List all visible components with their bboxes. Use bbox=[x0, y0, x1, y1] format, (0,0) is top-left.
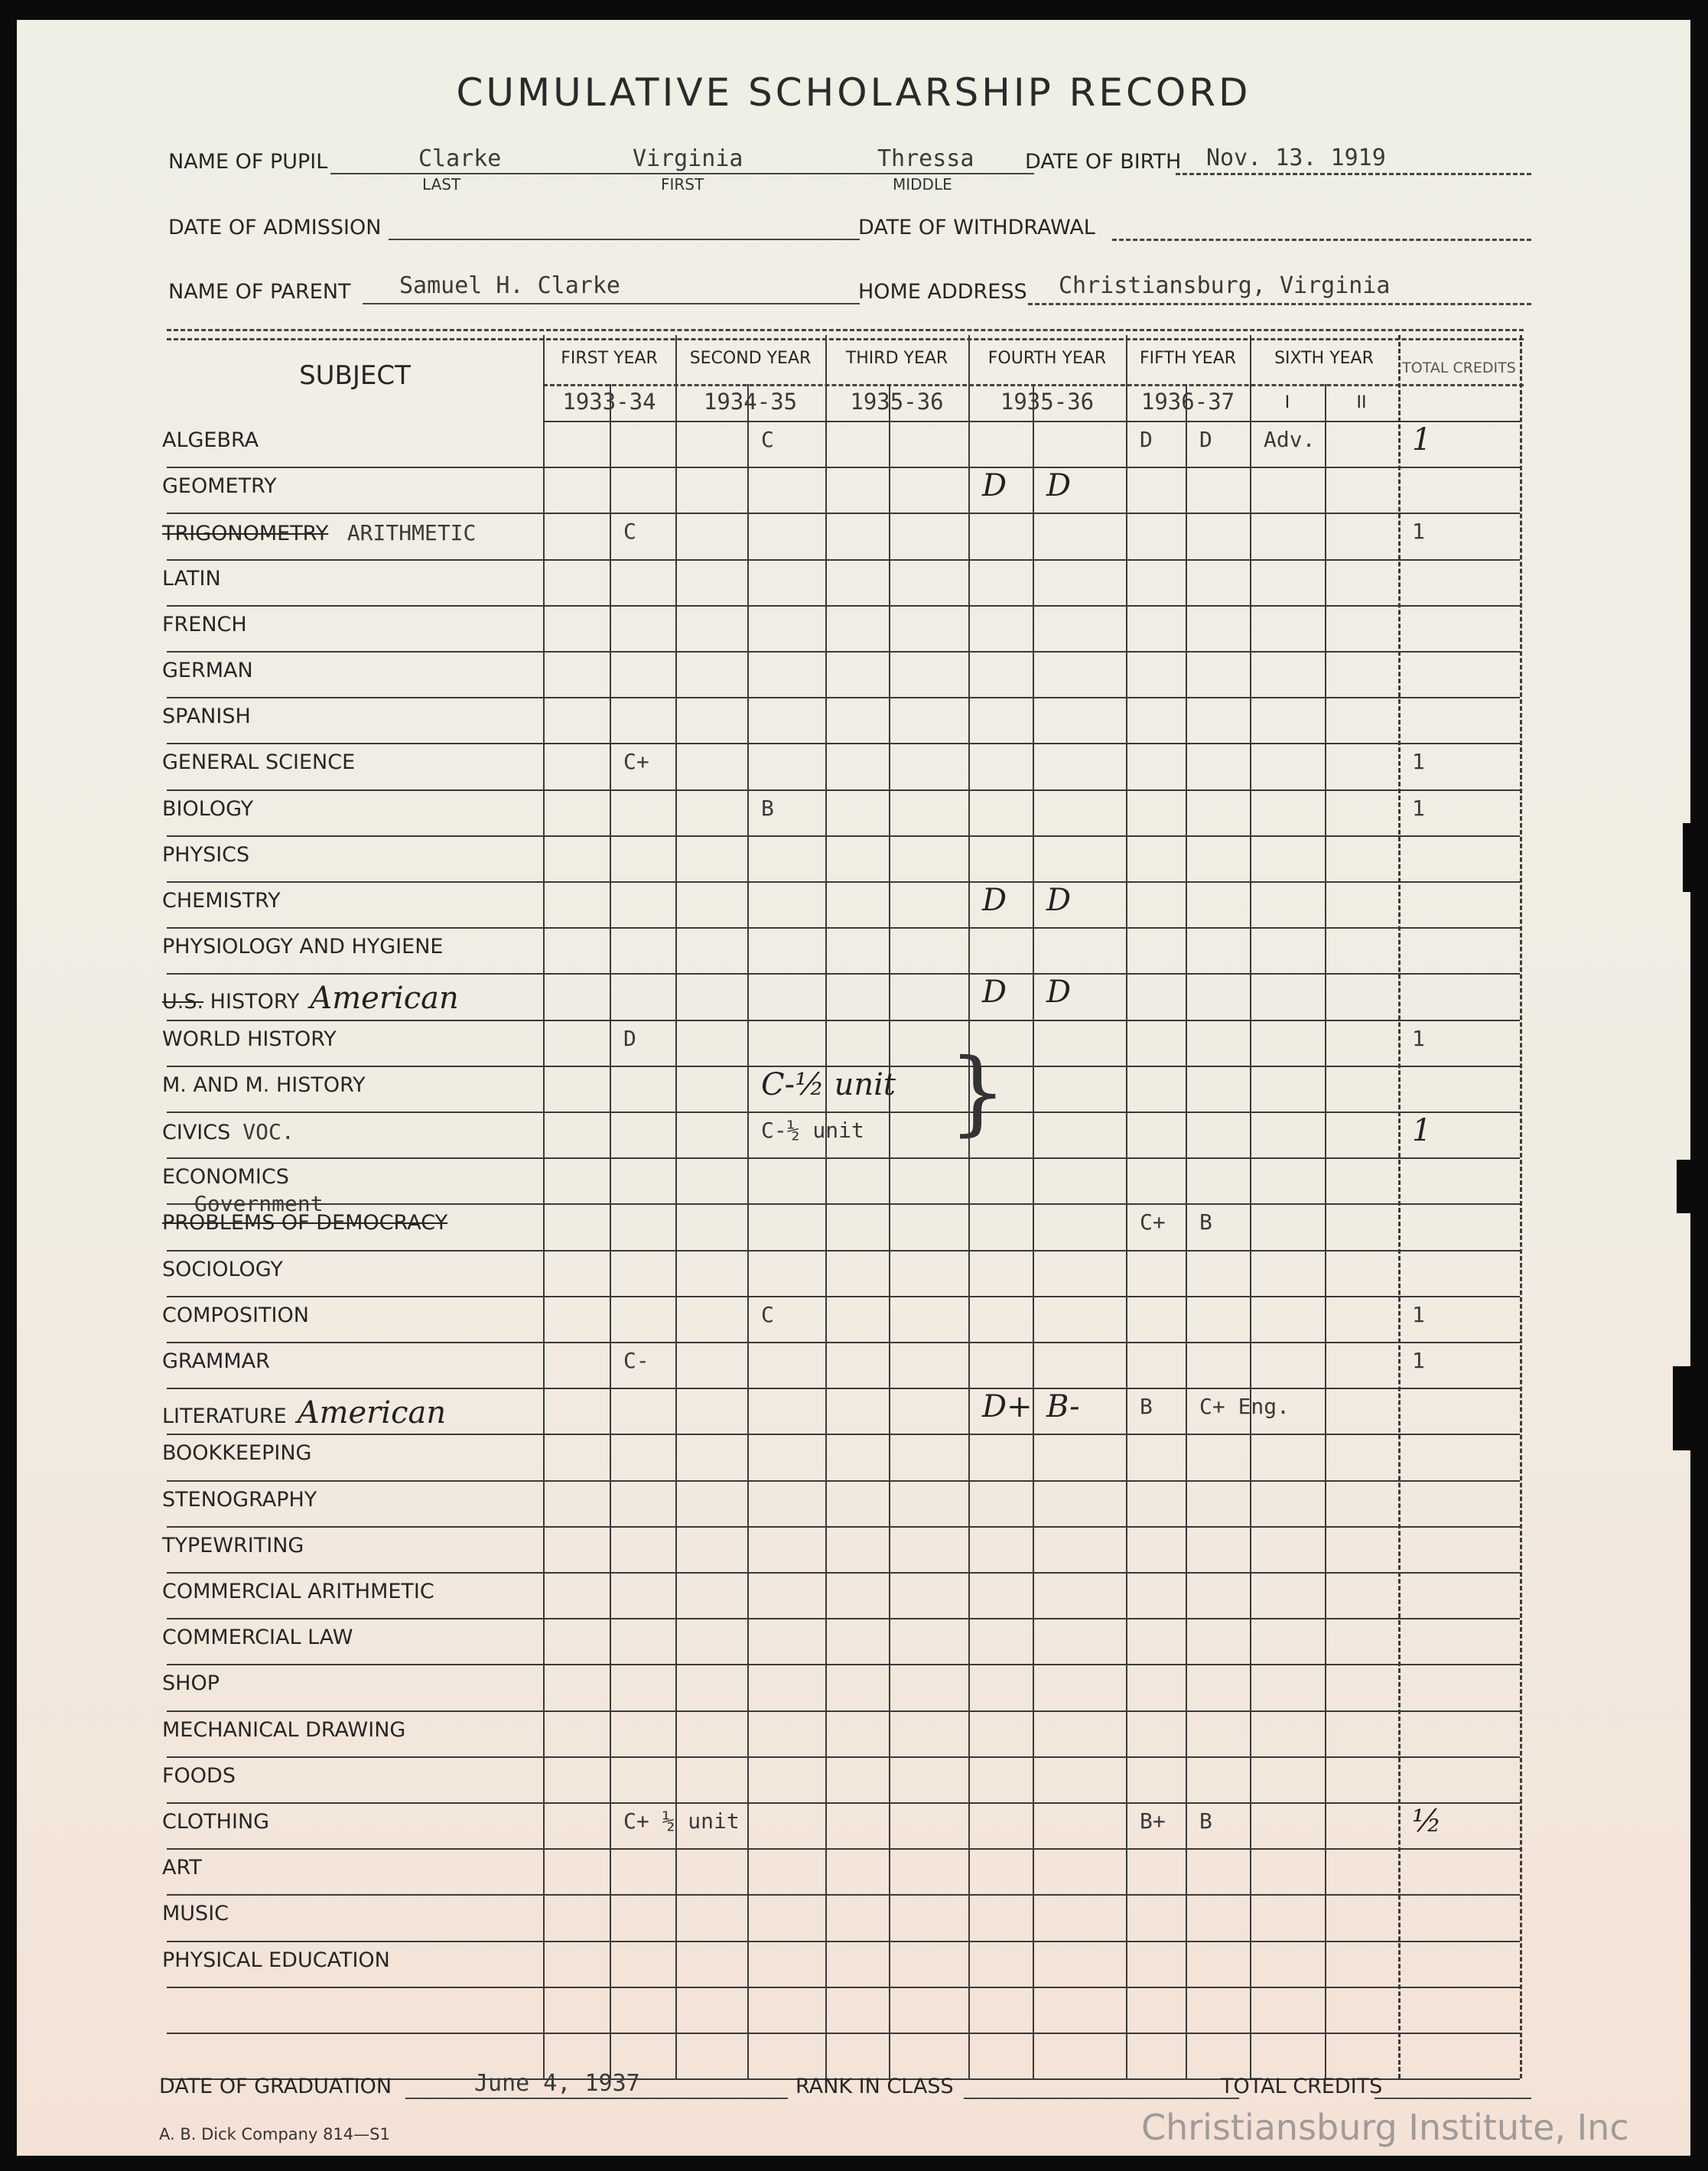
home-address-value: Christiansburg, Virginia bbox=[1059, 272, 1391, 299]
subject-name: WORLD HISTORY bbox=[162, 1027, 337, 1051]
subject-row-label bbox=[162, 1764, 236, 1788]
subject-row-label bbox=[162, 1349, 270, 1373]
grade-entry: 1 bbox=[1412, 422, 1432, 457]
subject-row-label bbox=[162, 1258, 283, 1281]
grade-entry: B bbox=[1199, 1808, 1212, 1834]
grid-column-line bbox=[1520, 335, 1522, 2078]
subject-name: BOOKKEEPING bbox=[162, 1441, 312, 1465]
year-header-5: FIFTH YEAR bbox=[1139, 349, 1237, 368]
grid-row-line bbox=[167, 697, 1520, 698]
grid-row-line bbox=[167, 1987, 1520, 1988]
subject-column-header: SUBJECT bbox=[299, 360, 411, 391]
subject-name: M. AND M. HISTORY bbox=[162, 1073, 366, 1097]
grade-entry: D bbox=[982, 883, 1007, 918]
grade-entry: B- bbox=[1046, 1389, 1080, 1424]
subject-row-label bbox=[162, 1395, 446, 1431]
subject-name: PHYSIOLOGY AND HYGIENE bbox=[162, 935, 444, 959]
date-of-birth-line bbox=[1176, 173, 1531, 175]
grade-entry: 1 bbox=[1412, 796, 1425, 821]
grade-entry: C-½ unit bbox=[761, 1118, 864, 1143]
grade-entry: B bbox=[761, 796, 774, 821]
subject-name: GRAMMAR bbox=[162, 1349, 270, 1373]
subject-row-label bbox=[162, 1948, 390, 1972]
grade-entry: C bbox=[761, 1302, 774, 1327]
grid-row-line bbox=[167, 651, 1520, 653]
grade-entry: B bbox=[1140, 1394, 1153, 1419]
grade-entry: D bbox=[1140, 427, 1153, 452]
subject-name: FOODS bbox=[162, 1764, 236, 1788]
subject-row-label bbox=[162, 1073, 366, 1097]
grid-row-line bbox=[167, 1756, 1520, 1758]
subject-typed-addition: Government bbox=[194, 1191, 324, 1216]
grade-entry: C+ bbox=[1140, 1209, 1166, 1235]
date-of-admission-line bbox=[389, 239, 860, 240]
grade-entry: C bbox=[623, 519, 636, 544]
grade-entry: 1 bbox=[1412, 749, 1425, 774]
date-of-withdrawal-label: DATE OF WITHDRAWAL bbox=[858, 216, 1095, 239]
grid-row-line bbox=[167, 1388, 1520, 1389]
year-value-1: 1933-34 bbox=[562, 389, 656, 415]
subject-row-label bbox=[162, 1165, 289, 1189]
subject-name: MECHANICAL DRAWING bbox=[162, 1718, 406, 1742]
subject-name: COMPOSITION bbox=[162, 1304, 309, 1327]
grade-entry: D bbox=[982, 468, 1007, 503]
grade-entry: C bbox=[761, 427, 774, 452]
subject-row-label bbox=[162, 889, 281, 913]
name-of-parent-label: NAME OF PARENT bbox=[168, 280, 351, 304]
watermark-text: Christiansburg Institute, Inc bbox=[1141, 2107, 1629, 2148]
grade-entry: 1 bbox=[1412, 1113, 1432, 1148]
name-of-parent-line bbox=[363, 303, 860, 304]
subject-name: ALGEBRA bbox=[162, 428, 259, 452]
grid-row-line bbox=[167, 1157, 1520, 1159]
grid-row-line bbox=[167, 1572, 1520, 1574]
grade-entry: C+ bbox=[623, 749, 649, 774]
printer-imprint: A. B. Dick Company 814—S1 bbox=[159, 2125, 390, 2143]
rank-in-class-line bbox=[964, 2098, 1239, 2099]
subject-row-label bbox=[162, 474, 277, 498]
date-of-graduation-label: DATE OF GRADUATION bbox=[159, 2075, 392, 2098]
grid-column-line bbox=[1250, 335, 1251, 2078]
subject-row-label bbox=[162, 981, 459, 1016]
grid-row-line bbox=[167, 1296, 1520, 1297]
grid-top-border bbox=[167, 329, 1524, 331]
grade-entry: D bbox=[623, 1026, 636, 1051]
grade-entry: 1 bbox=[1412, 1302, 1425, 1327]
grid-row-line bbox=[167, 835, 1520, 837]
subject-name: ART bbox=[162, 1856, 202, 1880]
subject-typed-addition: VOC. bbox=[242, 1119, 294, 1144]
brace-mark: } bbox=[948, 1040, 1007, 1146]
subject-name: GERMAN bbox=[162, 659, 253, 682]
subject-name: GENERAL SCIENCE bbox=[162, 750, 356, 774]
paper-tear bbox=[1673, 1366, 1690, 1450]
subject-row-label bbox=[162, 659, 253, 682]
grade-entry: 1 bbox=[1412, 1026, 1425, 1051]
year-header-4: FOURTH YEAR bbox=[987, 349, 1107, 368]
home-address-line bbox=[1028, 303, 1531, 305]
grid-column-line bbox=[747, 384, 749, 2078]
subject-handwritten-addition: American bbox=[297, 1395, 447, 1431]
total-credits-column-header: TOTAL CREDITS bbox=[1402, 360, 1516, 376]
grid-row-line bbox=[167, 1618, 1520, 1619]
subject-row-label bbox=[162, 935, 443, 959]
paper-tear bbox=[1677, 1160, 1690, 1213]
grade-entry: Adv. bbox=[1264, 427, 1316, 452]
grid-row-line bbox=[167, 743, 1520, 744]
date-of-birth-value: Nov. 13. 1919 bbox=[1206, 145, 1386, 171]
subject-name: PHYSICAL EDUCATION bbox=[162, 1948, 390, 1972]
subject-name: STENOGRAPHY bbox=[162, 1488, 317, 1512]
grid-row-line bbox=[167, 789, 1520, 791]
subject-name: MUSIC bbox=[162, 1902, 229, 1925]
subject-row-label bbox=[162, 428, 259, 452]
grid-row-line bbox=[167, 1848, 1520, 1850]
subject-row-label bbox=[162, 797, 253, 821]
subject-name: COMMERCIAL LAW bbox=[162, 1626, 353, 1649]
grid-row-line bbox=[167, 1203, 1520, 1205]
total-credits-label: TOTAL CREDITS bbox=[1221, 2075, 1383, 2098]
grid-column-line bbox=[1126, 335, 1127, 2078]
sixth-year-sub-1: I bbox=[1284, 393, 1290, 412]
grid-row-line bbox=[167, 1480, 1520, 1482]
subject-row-label bbox=[162, 1488, 317, 1512]
grid-row-line bbox=[167, 927, 1520, 929]
header-bottom-line bbox=[543, 421, 1520, 422]
subject-name: FRENCH bbox=[162, 613, 247, 636]
grid-row-line bbox=[167, 1802, 1520, 1804]
grid-column-line bbox=[1186, 384, 1187, 2078]
pupil-middle-name: Thressa bbox=[877, 145, 974, 172]
grid-row-line bbox=[167, 1894, 1520, 1896]
subject-row-label bbox=[162, 567, 221, 591]
grade-entry: D bbox=[1199, 427, 1212, 452]
subject-name: LITERATURE bbox=[162, 1404, 287, 1428]
grid-row-line bbox=[167, 1434, 1520, 1435]
subject-row-label bbox=[162, 1902, 229, 1925]
subject-row-label bbox=[162, 1027, 337, 1051]
grade-entry: C+ Eng. bbox=[1199, 1394, 1290, 1419]
subject-name: ECONOMICS bbox=[162, 1165, 289, 1189]
grid-column-line bbox=[543, 335, 545, 2078]
subject-row-label bbox=[162, 1304, 309, 1327]
subject-row-label bbox=[162, 1810, 269, 1834]
pupil-first-name: Virginia bbox=[633, 145, 743, 172]
struck-subject-text: TRIGONOMETRY bbox=[162, 522, 329, 545]
grid-row-line bbox=[167, 1710, 1520, 1712]
subject-row-label bbox=[162, 1671, 220, 1695]
grade-entry: D bbox=[1046, 975, 1072, 1010]
grid-column-line bbox=[968, 335, 970, 2078]
subject-name: PHYSICS bbox=[162, 843, 250, 867]
subject-name: TYPEWRITING bbox=[162, 1534, 304, 1557]
subject-row-label bbox=[162, 1626, 353, 1649]
grade-entry: ½ bbox=[1412, 1804, 1442, 1839]
struck-subject-text: PROBLEMS OF DEMOCRACY bbox=[162, 1211, 448, 1235]
grid-column-line bbox=[889, 384, 890, 2078]
grid-column-line bbox=[1398, 335, 1401, 2078]
name-of-pupil-line bbox=[330, 173, 1034, 174]
grid-column-line bbox=[1325, 384, 1326, 2078]
grade-entry: C-½ unit bbox=[761, 1067, 896, 1102]
rank-in-class-label: RANK IN CLASS bbox=[795, 2075, 954, 2098]
sixth-year-sub-2: II bbox=[1356, 393, 1367, 412]
grade-entry: B bbox=[1199, 1209, 1212, 1235]
grid-row-line bbox=[167, 559, 1520, 561]
year-value-4: 1935-36 bbox=[1000, 389, 1095, 415]
year-value-3: 1935-36 bbox=[850, 389, 944, 415]
first-caption: FIRST bbox=[661, 175, 704, 194]
grid-row-line bbox=[167, 513, 1520, 514]
grid-row-line bbox=[167, 605, 1520, 607]
subject-name: GEOMETRY bbox=[162, 474, 277, 498]
year-value-5: 1936-37 bbox=[1140, 389, 1235, 415]
subject-row-label bbox=[162, 613, 247, 636]
subject-name: SHOP bbox=[162, 1671, 220, 1695]
name-of-pupil-label: NAME OF PUPIL bbox=[168, 150, 328, 174]
subject-name: HISTORY bbox=[210, 990, 300, 1014]
grid-column-line bbox=[825, 335, 827, 2078]
grid-row-line bbox=[167, 1664, 1520, 1665]
subject-row-label bbox=[162, 750, 355, 774]
grid-row-line bbox=[167, 1020, 1520, 1021]
grid-column-line bbox=[1033, 384, 1034, 2078]
grid-top-border bbox=[167, 338, 1524, 340]
grid-row-line bbox=[167, 973, 1520, 975]
total-credits-line bbox=[1375, 2098, 1531, 2099]
year-header-6: SIXTH YEAR bbox=[1274, 349, 1374, 368]
subject-name: CIVICS bbox=[162, 1121, 231, 1144]
grade-entry: B+ bbox=[1140, 1808, 1166, 1834]
subject-row-label bbox=[162, 1534, 304, 1557]
year-header-3: THIRD YEAR bbox=[845, 349, 948, 368]
subject-name: CHEMISTRY bbox=[162, 889, 281, 913]
grid-row-line bbox=[167, 1941, 1520, 1942]
grade-entry: 1 bbox=[1412, 1348, 1425, 1373]
home-address-label: HOME ADDRESS bbox=[858, 280, 1027, 304]
grid-row-line bbox=[167, 1526, 1520, 1528]
subject-row-label bbox=[162, 1441, 311, 1465]
grade-entry: D bbox=[1046, 468, 1072, 503]
subject-name: CLOTHING bbox=[162, 1810, 270, 1834]
scholarship-record-sheet bbox=[17, 20, 1690, 2156]
grid-row-line bbox=[167, 467, 1520, 468]
subject-name: COMMERCIAL ARITHMETIC bbox=[162, 1580, 434, 1603]
struck-subject-text: U.S. bbox=[162, 990, 204, 1014]
grid-column-line bbox=[610, 384, 611, 2078]
grade-entry: D bbox=[1046, 883, 1072, 918]
middle-caption: MIDDLE bbox=[893, 175, 952, 194]
subject-typed-addition: ARITHMETIC bbox=[346, 520, 477, 545]
subject-name: SPANISH bbox=[162, 705, 251, 728]
year-header-1: FIRST YEAR bbox=[561, 349, 658, 368]
grade-entry: 1 bbox=[1412, 519, 1425, 544]
grid-row-line bbox=[167, 2033, 1520, 2034]
paper-tear bbox=[1683, 823, 1690, 892]
subject-row-label bbox=[162, 1856, 202, 1880]
parent-name-value: Samuel H. Clarke bbox=[399, 272, 620, 299]
subject-name: BIOLOGY bbox=[162, 797, 254, 821]
subject-name: SOCIOLOGY bbox=[162, 1258, 283, 1281]
grid-row-line bbox=[167, 1112, 1520, 1113]
grade-entry: C+ ½ unit bbox=[623, 1808, 740, 1834]
grade-entry: D bbox=[982, 975, 1007, 1010]
date-of-birth-label: DATE OF BIRTH bbox=[1025, 150, 1182, 174]
form-title: CUMULATIVE SCHOLARSHIP RECORD bbox=[456, 70, 1251, 115]
grade-entry: C- bbox=[623, 1348, 649, 1373]
date-of-graduation-line bbox=[405, 2098, 788, 2099]
subject-row-label bbox=[162, 843, 249, 867]
last-caption: LAST bbox=[422, 175, 461, 194]
year-header-2: SECOND YEAR bbox=[689, 349, 812, 368]
date-of-graduation-value: June 4, 1937 bbox=[474, 2070, 640, 2097]
pupil-last-name: Clarke bbox=[418, 145, 502, 172]
grid-row-line bbox=[167, 1342, 1520, 1343]
date-of-admission-label: DATE OF ADMISSION bbox=[168, 216, 382, 239]
subject-name: LATIN bbox=[162, 567, 221, 591]
grid-row-line bbox=[167, 1250, 1520, 1251]
subject-row-label bbox=[162, 1119, 294, 1144]
subject-handwritten-addition: American bbox=[310, 981, 459, 1016]
subject-row-label bbox=[162, 1580, 434, 1603]
subject-row-label bbox=[162, 705, 251, 728]
subject-row-label bbox=[162, 1718, 405, 1742]
grade-entry: D+ bbox=[982, 1389, 1033, 1424]
grid-row-line bbox=[167, 881, 1520, 883]
subject-row-label bbox=[162, 520, 476, 545]
date-of-withdrawal-line bbox=[1112, 239, 1531, 241]
year-value-2: 1934-35 bbox=[703, 389, 798, 415]
